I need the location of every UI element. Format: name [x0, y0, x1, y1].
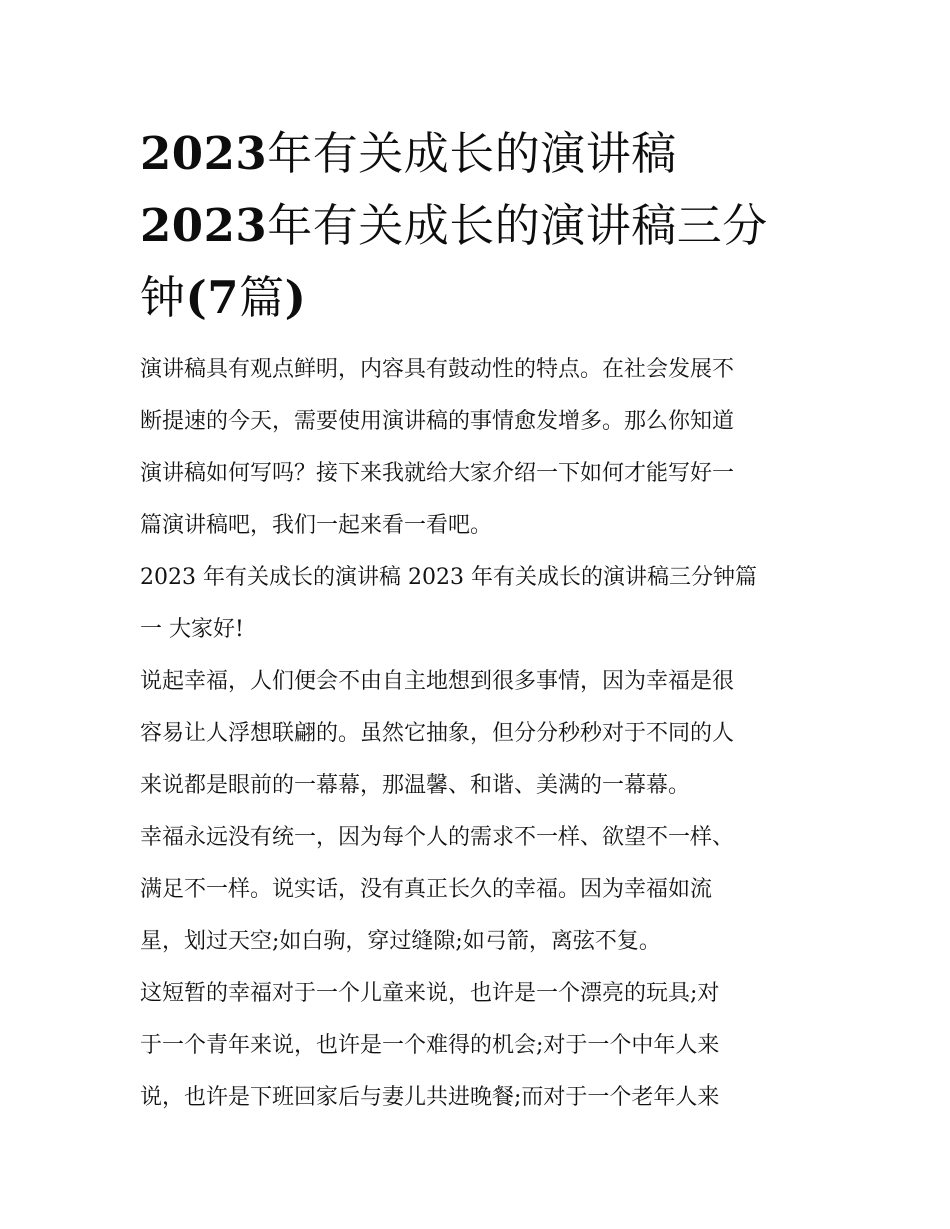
text-line: 一 大家好!: [140, 617, 244, 642]
text-line: 容易让人浮想联翩的。虽然它抽象，但分分秒秒对于不同的人: [140, 721, 735, 746]
title-year: 2023: [140, 199, 268, 252]
title-text: 篇: [239, 271, 285, 324]
text-line: 这短暂的幸福对于一个儿童来说，也许是一个漂亮的玩具;对: [140, 981, 720, 1006]
title-text: 年有关成长的演讲稿: [267, 127, 677, 180]
text-line: 演讲稿如何写吗？接下来我就给大家介绍一下如何才能写好一: [140, 461, 735, 486]
title-paren: ): [284, 271, 307, 324]
text-line: 说起幸福，人们便会不由自主地想到很多事情，因为幸福是很: [140, 669, 735, 694]
document-page: [140, 118, 812, 1124]
title-text: 钟: [140, 271, 186, 324]
title-line-3: [140, 262, 812, 334]
text-line: 篇演讲稿吧，我们一起来看一看吧。: [140, 513, 493, 538]
text-line: 来说都是眼前的一幕幕，那温馨、和谐、美满的一幕幕。: [140, 773, 691, 798]
document-title: [140, 118, 812, 334]
text-line: 断提速的今天，需要使用演讲稿的事情愈发增多。那么你知道: [140, 409, 735, 434]
paragraph-body: [140, 968, 812, 1124]
paragraph-body: [140, 812, 812, 968]
title-year: 2023: [140, 127, 268, 180]
text-line: 幸福永远没有统一，因为每个人的需求不一样、欲望不一样、: [140, 825, 735, 850]
text-line: 2023 年有关成长的演讲稿 2023 年有关成长的演讲稿三分钟篇: [140, 565, 757, 590]
text-line: 星，划过天空;如白驹，穿过缝隙;如弓箭，离弦不复。: [140, 929, 661, 954]
title-text: 年有关成长的演讲稿三分: [267, 199, 768, 252]
title-line-2: [140, 190, 812, 262]
paragraph-body: [140, 656, 812, 812]
text-line: 演讲稿具有观点鲜明，内容具有鼓动性的特点。在社会发展不: [140, 357, 735, 382]
text-line: 满足不一样。说实话，没有真正长久的幸福。因为幸福如流: [140, 877, 713, 902]
text-line: 说，也许是下班回家后与妻儿共进晚餐;而对于一个老年人来: [140, 1085, 720, 1110]
title-line-1: [140, 118, 812, 190]
text-line: 于一个青年来说，也许是一个难得的机会;对于一个中年人来: [140, 1033, 720, 1058]
document-body: [140, 344, 812, 1124]
paragraph-section-heading: [140, 552, 812, 656]
title-count: (7: [185, 271, 240, 324]
paragraph-intro: [140, 344, 812, 552]
